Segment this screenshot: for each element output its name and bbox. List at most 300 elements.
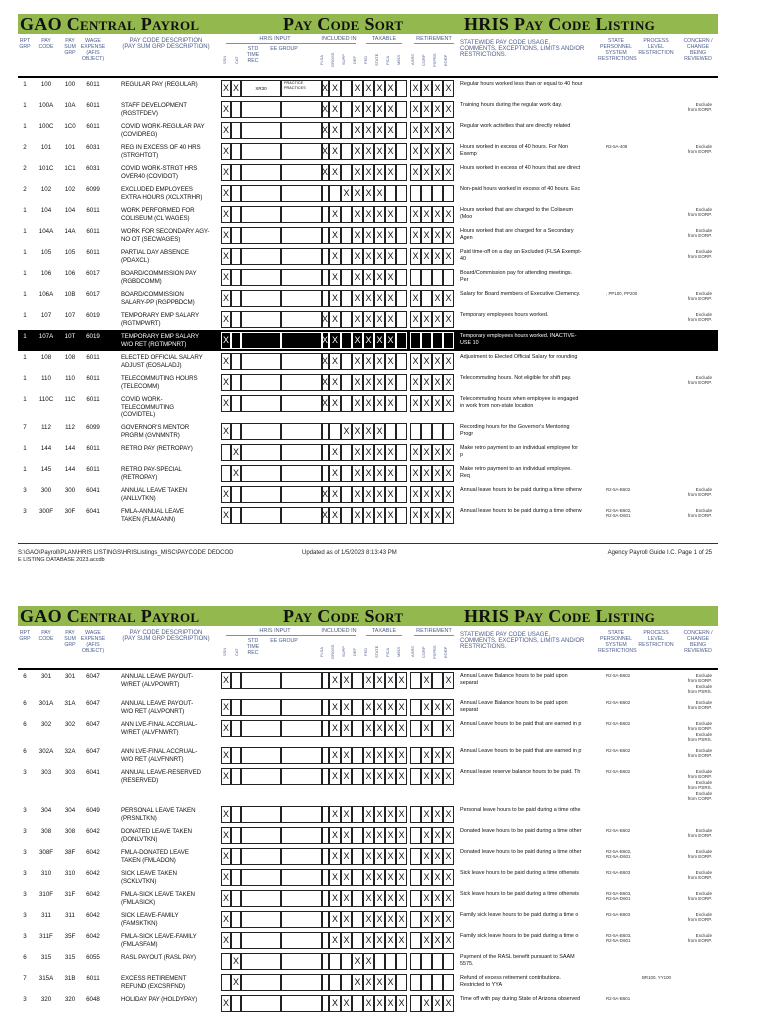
usage-cell: Refund of excess retirement contributions. Restricted to YYA (460, 975, 561, 988)
hdr-taxable: TAXABLE (371, 36, 397, 42)
flag-box: X (374, 206, 385, 223)
hdr-flag-v11: ASRS (410, 646, 415, 658)
flag-box: X (329, 374, 341, 391)
flag-box (221, 953, 231, 970)
hdr-state-personnel: STATE PERSONNEL SYSTEM RESTRICTIONS (598, 630, 637, 654)
flag-box: X (374, 672, 385, 689)
ee-group-box (281, 227, 323, 244)
flag-box: X (432, 122, 443, 139)
std-time-rec-box (241, 768, 281, 785)
flag-box: X (363, 353, 374, 370)
flag-box: X (385, 465, 396, 482)
flag-box (231, 122, 241, 139)
flag-box: X (421, 395, 432, 412)
wage-expense-cell: 6011 (86, 249, 100, 256)
table-row (18, 183, 718, 204)
flag-box: X (421, 206, 432, 223)
usage-cell: Donated leave hours to be paid during a time other (460, 849, 582, 855)
usage-cell: Telecommuting hours. Not eligible for shift pay. (460, 375, 572, 381)
ee-group-box (281, 290, 323, 307)
state-personnel-cell: R2-5A-B603 (606, 912, 631, 917)
table-row (18, 670, 718, 697)
flag-box (321, 995, 329, 1012)
description-cell: PARTIAL DAY ABSENCE (PDAXCL) (121, 249, 189, 264)
pay-code-cell: 112 (41, 424, 51, 431)
flag-box: X (432, 444, 443, 461)
std-time-rec-box: XR30 (241, 80, 281, 97)
flag-box: X (421, 768, 432, 785)
flag-box (321, 465, 329, 482)
flag-box (396, 164, 407, 181)
group-underline (322, 43, 356, 44)
flag-box (396, 227, 407, 244)
pay-code-cell: 100A (38, 102, 54, 109)
pay-code-cell: 315A (38, 975, 54, 982)
flag-box: X (410, 248, 421, 265)
wage-expense-cell: 6011 (86, 102, 100, 109)
table-row (18, 972, 718, 993)
flag-box: X (443, 827, 454, 844)
flag-box: X (410, 395, 421, 412)
flag-box: X (221, 122, 231, 139)
flag-box: X (421, 720, 432, 737)
state-personnel-cell: R2-5A-B602 (606, 700, 631, 705)
page-2 (0, 606, 768, 1014)
description-cell: ANNUAL LEAVE TAKEN (ANLLVTKN) (121, 487, 188, 502)
wage-expense-cell: 6055 (86, 954, 100, 961)
rpt-grp-cell: 6 (23, 954, 27, 961)
page-footer (18, 548, 718, 562)
flag-box: X (374, 374, 385, 391)
flag-box: X (363, 672, 374, 689)
ee-group-box (281, 747, 323, 764)
flag-box: X (352, 423, 363, 440)
flag-box: X (352, 80, 363, 97)
ee-group-box (281, 248, 323, 265)
page-banner (18, 14, 718, 34)
pay-sum-grp-cell: 32A (64, 748, 76, 755)
flag-box (231, 507, 241, 524)
flag-box: X (231, 444, 241, 461)
description-cell: TEMPORARY EMP SALARY (RGTMPWRT) (121, 312, 200, 327)
flag-box: X (374, 720, 385, 737)
rpt-grp-cell: 1 (23, 81, 27, 88)
flag-box: X (352, 444, 363, 461)
description-cell: TEMPORARY EMP SALARY W/O RET (RGTMPNRT) (121, 333, 200, 348)
flag-box: X (443, 122, 454, 139)
flag-box (443, 185, 454, 202)
hdr-flag-v4: GROSS (330, 52, 335, 68)
concern-cell: Exclude from EORP. (687, 312, 712, 323)
flag-box: X (421, 827, 432, 844)
hdr-std-time-rec: STD TIME REC (246, 46, 260, 64)
usage-cell: Annual Leave Balance hours to be paid upon separat (460, 673, 568, 686)
hdr-flag-v6: DEF (352, 56, 357, 64)
flag-box: X (329, 465, 341, 482)
flag-box: X (341, 932, 352, 949)
flag-box (341, 248, 352, 265)
pay-code-table (0, 78, 768, 526)
usage-cell: Sick leave hours to be paid during a time otherwis (460, 870, 579, 876)
flag-box: X (410, 80, 421, 97)
flag-box: X (421, 122, 432, 139)
pay-sum-grp-cell: 38F (64, 849, 76, 856)
flag-box (421, 269, 432, 286)
rpt-grp-cell: 6 (23, 700, 27, 707)
table-row (18, 804, 718, 825)
flag-box: X (410, 122, 421, 139)
description-cell: WORK FOR SECONDARY AGY- NO OT (SECWAGES) (121, 228, 210, 243)
flag-box: X (363, 507, 374, 524)
flag-box: X (321, 311, 329, 328)
pay-sum-grp-cell: 35F (64, 933, 76, 940)
flag-box: X (385, 269, 396, 286)
flag-box: X (385, 699, 396, 716)
flag-box (321, 932, 329, 949)
flag-box: X (443, 932, 454, 949)
wage-expense-cell: 6011 (86, 354, 100, 361)
flag-box (352, 768, 363, 785)
flag-box: X (385, 374, 396, 391)
concern-cell: Exclude from EORP. (687, 375, 712, 386)
flag-box (321, 444, 329, 461)
std-time-rec-box (241, 486, 281, 503)
ee-group-box (281, 353, 323, 370)
rpt-grp-cell: 1 (23, 291, 27, 298)
flag-box: X (221, 248, 231, 265)
rpt-grp-cell: 6 (23, 673, 27, 680)
state-personnel-cell: R2-5A-B603, R2-5A-D601 (606, 891, 632, 901)
flag-box: X (363, 423, 374, 440)
flag-box: X (421, 507, 432, 524)
flag-box: X (221, 747, 231, 764)
flag-box (231, 353, 241, 370)
description-cell: PERSONAL LEAVE TAKEN (PRSNLTKN) (121, 807, 196, 822)
flag-box: X (432, 311, 443, 328)
rpt-grp-cell: 3 (23, 807, 27, 814)
hdr-flag-v2: CAT (234, 56, 239, 64)
wage-expense-cell: 6011 (86, 466, 100, 473)
flag-box: X (374, 311, 385, 328)
flag-box: X (421, 80, 432, 97)
ee-group-box (281, 995, 323, 1012)
flag-box: X (410, 507, 421, 524)
flag-box: X (221, 353, 231, 370)
group-underline (226, 635, 324, 636)
flag-box: X (385, 164, 396, 181)
description-cell: RETRO PAY-SPECIAL (RETROPAY) (121, 466, 182, 481)
flag-box: X (385, 720, 396, 737)
flag-box: X (221, 672, 231, 689)
flag-box: X (221, 332, 231, 349)
flag-box (396, 332, 407, 349)
flag-box: X (421, 374, 432, 391)
std-time-rec-box (241, 465, 281, 482)
hdr-taxable: TAXABLE (371, 628, 397, 634)
std-time-rec-box (241, 720, 281, 737)
group-underline (366, 635, 402, 636)
flag-box: X (432, 768, 443, 785)
table-row (18, 309, 718, 330)
usage-cell: Regular work activities that are directly related (460, 123, 571, 129)
page-1 (0, 14, 768, 526)
flag-box: X (363, 848, 374, 865)
flag-box: X (221, 827, 231, 844)
flag-box: X (321, 486, 329, 503)
flag-box: X (363, 699, 374, 716)
hdr-rpt-grp: RPT GRP (19, 630, 31, 642)
flag-box: X (385, 311, 396, 328)
flag-box: X (421, 444, 432, 461)
flag-box: X (443, 869, 454, 886)
flag-box (231, 911, 241, 928)
ee-group-box (281, 269, 323, 286)
footer-page-number: Agency Payroll Guide I.C. Page 1 of 25 (607, 550, 712, 556)
flag-box: X (432, 164, 443, 181)
flag-box: X (352, 332, 363, 349)
flag-box: X (352, 290, 363, 307)
flag-box (341, 143, 352, 160)
wage-expense-cell: 6047 (86, 721, 100, 728)
flag-box (410, 269, 421, 286)
flag-box: X (363, 465, 374, 482)
flag-box: X (410, 143, 421, 160)
flag-box: X (321, 101, 329, 118)
description-cell: EXCESS RETIREMENT REFUND (EXCSRFND) (121, 975, 187, 990)
flag-box: X (443, 248, 454, 265)
state-personnel-cell: R2-5A-B602 (606, 748, 631, 753)
flag-box: X (410, 206, 421, 223)
flag-box: X (321, 164, 329, 181)
usage-cell: Board/Commission pay for attending meetings. Per (460, 270, 573, 283)
flag-box: X (221, 995, 231, 1012)
pay-sum-grp-cell: 112 (65, 424, 75, 431)
description-cell: ELECTED OFFICIAL SALARY ADJUST (EOSALADJ) (121, 354, 203, 369)
flag-box (321, 911, 329, 928)
flag-box: X (421, 248, 432, 265)
flag-box (396, 374, 407, 391)
concern-cell: Exclude from EORP. (687, 102, 712, 113)
concern-cell: Exclude from EORP. (687, 849, 712, 860)
hdr-pay-code: PAY CODE (38, 630, 54, 642)
flag-box: X (385, 332, 396, 349)
flag-box: X (352, 465, 363, 482)
column-header-2 (18, 626, 718, 670)
flag-box (396, 290, 407, 307)
pay-sum-grp-cell: 302 (64, 721, 76, 728)
flag-box: X (385, 672, 396, 689)
rpt-grp-cell: 1 (23, 445, 27, 452)
flag-box: X (385, 507, 396, 524)
concern-cell: Exclude from EORP. Exclude from PSRS. (687, 673, 712, 695)
hdr-flag-v8: STATE (374, 53, 379, 67)
flag-box: X (374, 248, 385, 265)
std-time-rec-box (241, 444, 281, 461)
flag-box (432, 953, 443, 970)
flag-box: X (432, 869, 443, 886)
usage-cell: Telecommuting hours when employee is engaged in work from non-state location (460, 396, 579, 409)
flag-box (341, 206, 352, 223)
flag-box (321, 269, 329, 286)
flag-box: X (421, 672, 432, 689)
pay-code-cell: 106 (40, 270, 52, 277)
flag-box: X (363, 290, 374, 307)
flag-box: X (221, 507, 231, 524)
std-time-rec-box (241, 185, 281, 202)
flag-box: X (374, 486, 385, 503)
flag-box (341, 101, 352, 118)
flag-box: X (231, 974, 241, 991)
state-personnel-cell: R2-5A-B603, R2-5A-D601 (606, 933, 632, 943)
pay-code-cell: 104A (38, 228, 54, 235)
usage-cell: Regular hours worked less than or equal to 40 hour (460, 81, 583, 87)
description-cell: FMLA-DONATED LEAVE TAKEN (FMLADON) (121, 849, 189, 864)
hdr-flag-v13: PSPRS (432, 645, 437, 659)
flag-box: X (329, 747, 341, 764)
flag-box (231, 332, 241, 349)
flag-box (410, 911, 421, 928)
wage-expense-cell: 6042 (86, 933, 100, 940)
hdr-retirement: RETIREMENT (416, 628, 452, 634)
pay-code-cell: 308F (38, 849, 54, 856)
hdr-flag-v9: FICA (385, 55, 390, 65)
flag-box: X (329, 768, 341, 785)
flag-box (341, 227, 352, 244)
usage-cell: Hours worked that are charged to the Coliseum (Moo (460, 207, 573, 220)
wage-expense-cell: 6011 (86, 81, 100, 88)
flag-box: X (363, 374, 374, 391)
flag-box (231, 806, 241, 823)
flag-box (329, 185, 341, 202)
flag-box (321, 206, 329, 223)
flag-box: X (385, 248, 396, 265)
flag-box: X (432, 227, 443, 244)
page-banner-2 (18, 606, 718, 626)
std-time-rec-box (241, 290, 281, 307)
flag-box: X (329, 995, 341, 1012)
flag-box: X (443, 720, 454, 737)
rpt-grp-cell: 7 (23, 975, 27, 982)
flag-box: X (443, 290, 454, 307)
pay-code-cell: 110C (38, 396, 54, 403)
flag-box: X (432, 848, 443, 865)
flag-box (231, 269, 241, 286)
flag-box: X (396, 911, 407, 928)
pay-sum-grp-cell: 1C0 (64, 123, 76, 130)
flag-box: X (385, 768, 396, 785)
flag-box (231, 768, 241, 785)
flag-box (321, 290, 329, 307)
flag-box: X (221, 290, 231, 307)
rpt-grp-cell: 3 (23, 849, 27, 856)
concern-cell: Exclude from EORP. (687, 249, 712, 260)
rpt-grp-cell: 1 (23, 375, 27, 382)
banner-title-center: Pay Code Sort (283, 14, 404, 34)
pay-code-cell: 145 (40, 466, 52, 473)
flag-box: X (421, 869, 432, 886)
flag-box: X (352, 164, 363, 181)
flag-box (341, 465, 352, 482)
flag-box (396, 974, 407, 991)
flag-box: X (410, 444, 421, 461)
flag-box (410, 672, 421, 689)
flag-box (341, 122, 352, 139)
std-time-rec-box (241, 248, 281, 265)
table-row (18, 288, 718, 309)
pay-code-cell: 315 (40, 954, 52, 961)
description-cell: COVID WORK-REGULAR PAY (COVIDREG) (121, 123, 205, 138)
flag-box (396, 206, 407, 223)
flag-box: X (374, 932, 385, 949)
flag-box (352, 848, 363, 865)
pay-code-table-2 (0, 670, 768, 1014)
pay-sum-grp-cell: 10B (64, 291, 76, 298)
flag-box (231, 423, 241, 440)
flag-box (341, 269, 352, 286)
flag-box: X (329, 269, 341, 286)
state-personnel-cell: R2-5A-B602 (606, 769, 631, 774)
pay-sum-grp-cell: 31B (64, 975, 76, 982)
flag-box: X (374, 869, 385, 886)
flag-box (421, 974, 432, 991)
flag-box: X (421, 164, 432, 181)
usage-cell: Sick leave hours to be paid during a time otherwis (460, 891, 579, 897)
table-row (18, 330, 718, 351)
flag-box (432, 672, 443, 689)
flag-box: X (321, 332, 329, 349)
pay-sum-grp-cell: 144 (64, 445, 76, 452)
group-underline (322, 635, 356, 636)
wage-expense-cell: 6041 (86, 508, 100, 515)
flag-box (341, 486, 352, 503)
ee-group-box (281, 374, 323, 391)
flag-box (410, 806, 421, 823)
usage-cell: Annual leave hours to be paid during a time otherw (460, 508, 582, 514)
flag-box (341, 395, 352, 412)
pay-code-cell: 100 (40, 81, 52, 88)
pay-sum-grp-cell: 108 (64, 354, 76, 361)
flag-box: X (329, 486, 341, 503)
pay-sum-grp-cell: 110 (65, 375, 75, 382)
ee-group-box (281, 164, 323, 181)
pay-code-cell: 102 (40, 186, 52, 193)
description-cell: TELECOMMUTING HOURS (TELECOMM) (121, 375, 198, 390)
flag-box: X (443, 444, 454, 461)
flag-box: X (221, 80, 231, 97)
flag-box: X (410, 227, 421, 244)
hdr-flag-v12: CORP (421, 646, 426, 658)
flag-box (321, 227, 329, 244)
flag-box: X (363, 206, 374, 223)
flag-box (231, 143, 241, 160)
hdr-hris-input: HRIS INPUT (259, 628, 291, 634)
ee-group-box (281, 848, 323, 865)
wage-expense-cell: 6042 (86, 828, 100, 835)
usage-cell: Personal leave hours to be paid during a time othe (460, 807, 581, 813)
description-cell: GOVERNOR'S MENTOR PRGRM (GVNMNTR) (121, 424, 190, 439)
flag-box: X (385, 227, 396, 244)
ee-group-box (281, 507, 323, 524)
std-time-rec-box (241, 806, 281, 823)
flag-box: X (374, 848, 385, 865)
flag-box (396, 395, 407, 412)
flag-box: X (221, 768, 231, 785)
hdr-flag-v7: FED (363, 56, 368, 64)
flag-box: X (221, 101, 231, 118)
flag-box: X (329, 101, 341, 118)
ee-group-box (281, 486, 323, 503)
state-personnel-cell: R2-5A-408 (606, 144, 628, 149)
